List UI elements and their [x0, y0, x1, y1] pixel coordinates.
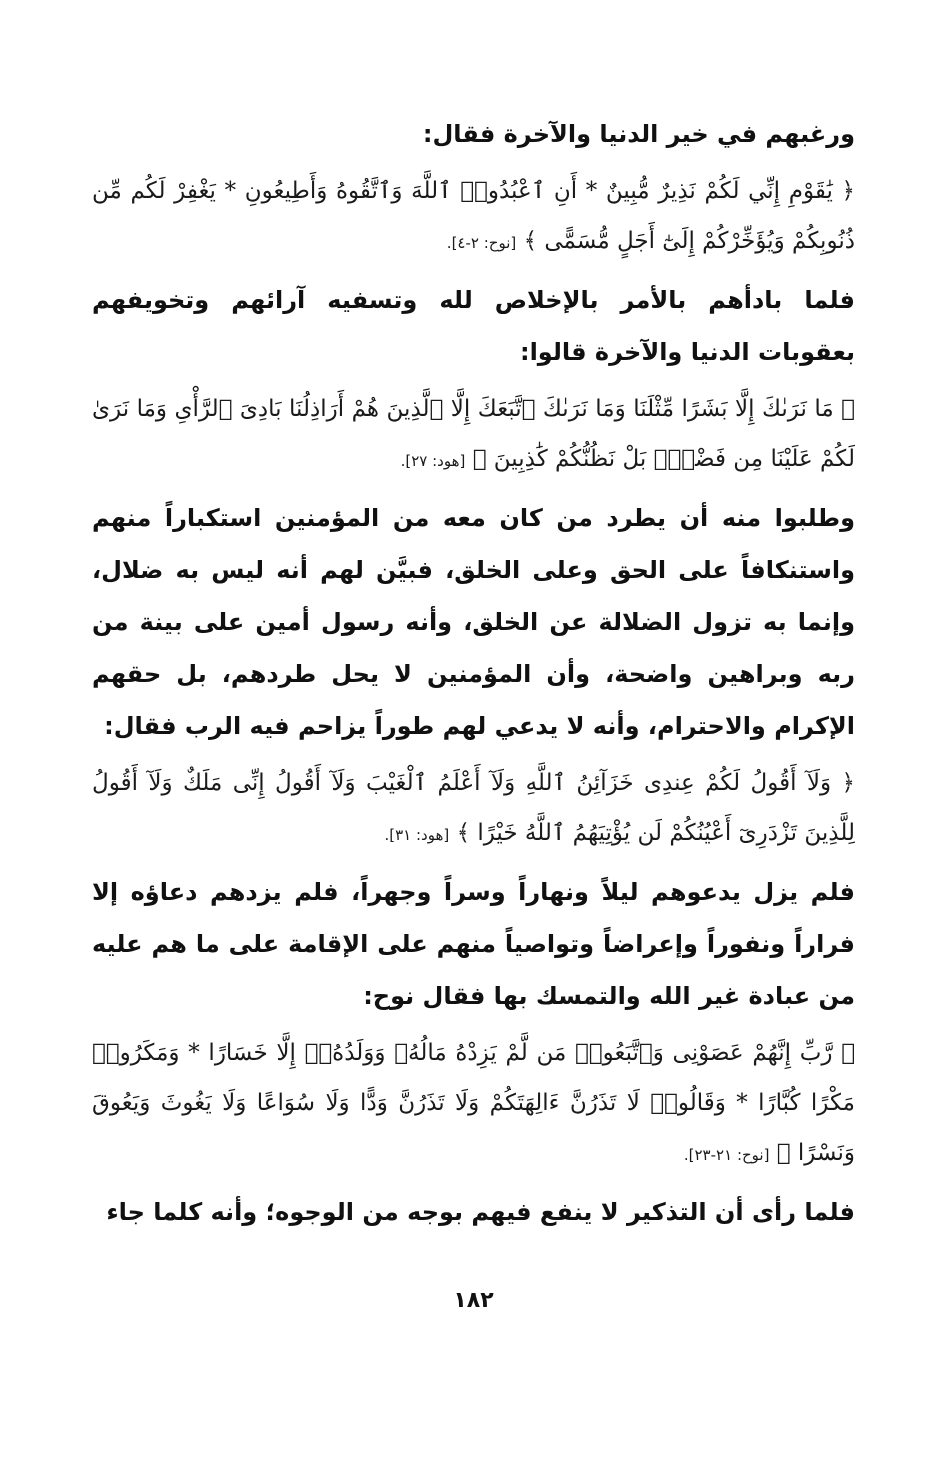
- verse-reference: [هود: ٢٧].: [400, 452, 466, 470]
- verse-reference: [هود: ٣١].: [384, 826, 450, 844]
- page-number: ١٨٢: [453, 1288, 494, 1313]
- verse-text: ﴿ يَٰقَوْمِ إِنِّي لَكُمْ نَذِيرٌ مُّبِينٌ * أَنِ ٱعْبُدُوا۟ ٱللَّهَ وَٱتَّقُوهُ وَأَطِيعُونِ * يَغْفِرْ لَكُم مِّن ذُنُوبِكُمْ وَيُؤَخِّرْكُمْ إِلَىٰٓ أَجَلٍ مُّسَمًّى ﴾: [92, 178, 855, 254]
- paragraph: ورغبهم في خير الدنيا والآخرة فقال:: [422, 120, 855, 148]
- verse-reference: [نوح: ٢١-٢٣].: [683, 1146, 770, 1164]
- verse-text: ﴿ مَا نَرَىٰكَ إِلَّا بَشَرًا مِّثْلَنَا وَمَا نَرَىٰكَ ٱتَّبَعَكَ إِلَّا ٱلَّذِينَ هُمْ أَرَاذِلُنَا بَادِىَ ٱلرَّأْىِ وَمَا نَرَىٰ لَكُمْ عَلَيْنَا مِن فَضْلٍۭ بَلْ نَظُنُّكُمْ كَٰذِبِينَ ﴾: [92, 396, 855, 472]
- paragraph: فلما رأى أن التذكير لا ينفع فيهم بوجه من الوجوه؛ وأنه كلما جاء: [106, 1198, 855, 1226]
- paragraph: فلم يزل يدعوهم ليلاً ونهاراً وسراً وجهراً، فلم يزدهم دعاؤه إلا فراراً ونفوراً وإعراضاً وتواصياً منهم على الإقامة على ما هم عليه من عبادة غير الله والتمسك بها فقال نوح:: [92, 878, 855, 1010]
- paragraph: وطلبوا منه أن يطرد من كان معه من المؤمنين استكباراً منهم واستنكافاً على الحق وعلى الخلق، فبيَّن لهم أنه ليس به ضلال، وإنما به تزول الضلالة عن الخلق، وأنه رسول أمين على بينة من ربه وبراهين واضحة، وأن المؤمنين لا يحل طردهم، بل حقهم الإكرام والاحترام، وأنه لا يدعي لهم طوراً يزاحم فيه الرب فقال:: [92, 504, 855, 740]
- verse-reference: [نوح: ٢-٤].: [446, 234, 517, 252]
- quran-verse: [92, 1028, 855, 1180]
- verse-text: ﴿ رَّبِّ إِنَّهُمْ عَصَوْنِى وَٱتَّبَعُوا۟ مَن لَّمْ يَزِدْهُ مَالُهُۥ وَوَلَدُهُۥٓ إِلَّا خَسَارًا * وَمَكَرُوا۟ مَكْرًا كُبَّارًا * وَقَالُوا۟ لَا تَذَرُنَّ ءَالِهَتَكُمْ وَلَا تَذَرُنَّ وَدًّا وَلَا سُوَاعًا وَلَا يَغُوثَ وَيَعُوقَ وَنَسْرًا ﴾: [92, 1040, 855, 1166]
- paragraph: فلما بادأهم بالأمر بالإخلاص لله وتسفيه آرائهم وتخويفهم بعقوبات الدنيا والآخرة قالوا:: [92, 286, 855, 366]
- quran-verse: [92, 384, 855, 486]
- quran-verse: [92, 758, 855, 860]
- verse-text: ﴿ وَلَآ أَقُولُ لَكُمْ عِندِى خَزَآئِنُ ٱللَّهِ وَلَآ أَعْلَمُ ٱلْغَيْبَ وَلَآ أَقُولُ إِنِّى مَلَكٌ وَلَآ أَقُولُ لِلَّذِينَ تَزْدَرِىٓ أَعْيُنُكُمْ لَن يُؤْتِيَهُمُ ٱللَّهُ خَيْرًا ﴾: [92, 770, 855, 846]
- quran-verse: [92, 166, 855, 268]
- page-content: [92, 108, 855, 1238]
